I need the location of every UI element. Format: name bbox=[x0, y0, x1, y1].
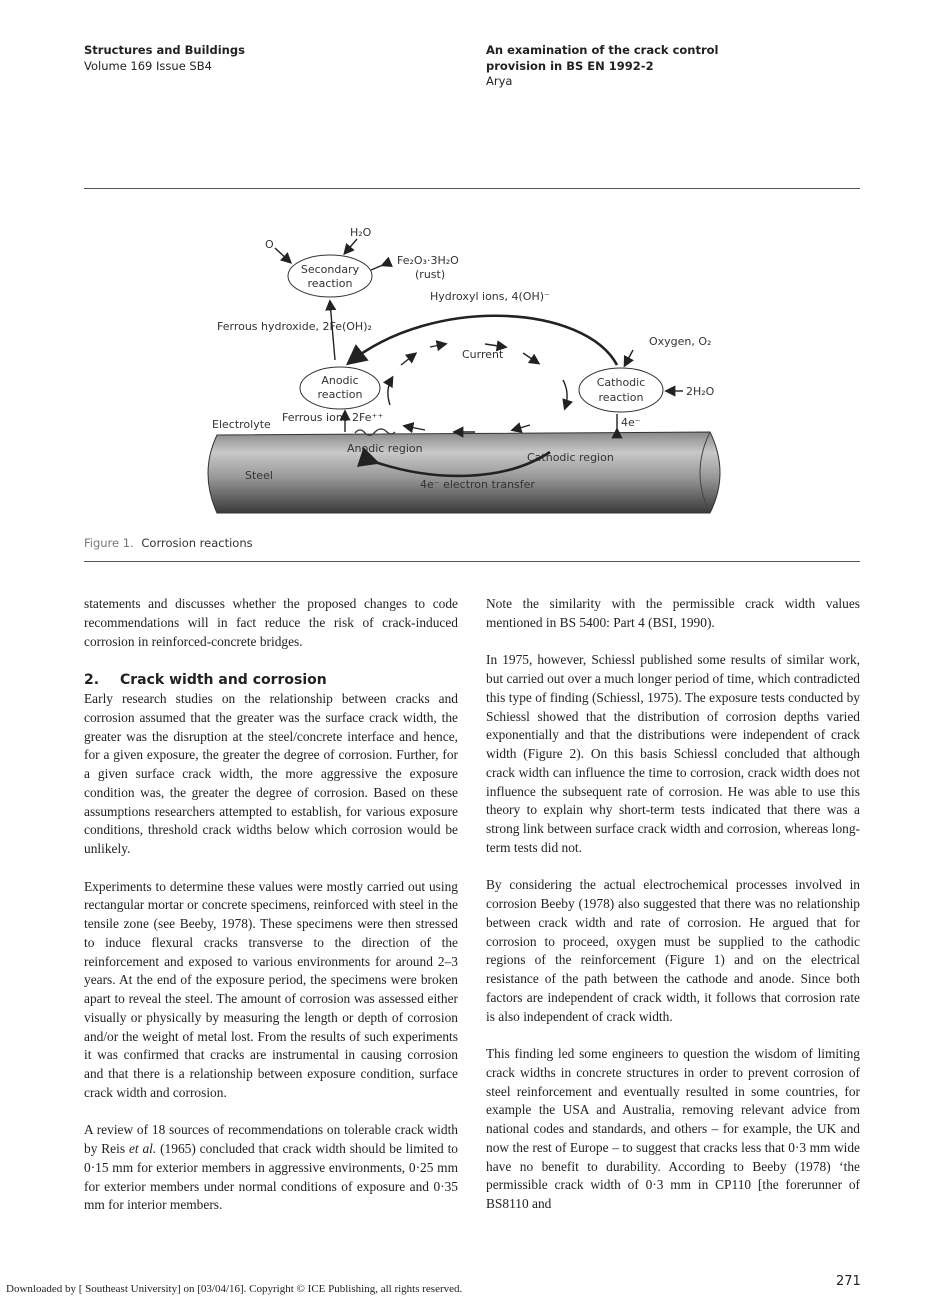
label-hydroxyl-ions: Hydroxyl ions, 4(OH)⁻ bbox=[430, 290, 550, 303]
journal-volume: Volume 169 Issue SB4 bbox=[84, 58, 212, 73]
paragraph bbox=[84, 1121, 458, 1215]
label-oxygen: Oxygen, O₂ bbox=[649, 335, 712, 348]
paragraph: Early research studies on the relationship between cracks and corrosion assumed that the greater was the surface crack width, the greater was the disruption at the steel/concrete interface and hence, for a given exposure, the greater the degree of corrosion. Further, for a given surface crack width, the more aggressive the exposure condition was, the greater the degree of corrosion. Based on these assumptions researchers attempted to establish, for various exposure conditions, threshold crack widths below which corrosion would be unlikely. bbox=[84, 691, 458, 856]
figure-corrosion-reactions bbox=[205, 220, 735, 520]
left-column bbox=[84, 595, 458, 1234]
article-title-line1: An examination of the crack control bbox=[486, 43, 719, 57]
paragraph: statements and discusses whether the proposed changes to code recommendations will in fact reduce the risk of crack-induced corrosion in reinforced-concrete bridges. bbox=[84, 596, 458, 649]
label-anodic-1: Anodic bbox=[321, 374, 359, 387]
article-title-line2: provision in BS EN 1992-2 bbox=[486, 58, 654, 73]
paragraph: Note the similarity with the permissible crack width values mentioned in BS 5400: Part 4 (BSI, 1990). bbox=[486, 596, 860, 630]
running-header-left bbox=[84, 43, 245, 74]
label-h2o: H₂O bbox=[350, 226, 372, 239]
label-rust: (rust) bbox=[415, 268, 446, 281]
paragraph: This finding led some engineers to question the wisdom of limiting crack widths in concrete structures in order to prevent corrosion of steel reinforcement and eventually resulted in some countries, for example the USA and Australia, removing relevant advice from national codes and standards, and others – for example, the UK and now the rest of Europe – to suggest that cracks less that 0·3 mm wide have no benefit to durability. According to Beeby (1978) ‘the permissible crack width of 0·3 mm in CP110 [the forerunner of BS8110 and bbox=[486, 1046, 860, 1211]
label-4e-cathode: 4e⁻ bbox=[621, 416, 641, 429]
label-o: O bbox=[265, 238, 274, 251]
figure-caption-text: Corrosion reactions bbox=[141, 536, 253, 550]
section-number: 2. bbox=[84, 672, 100, 688]
label-anodic-region: Anodic region bbox=[347, 442, 423, 455]
paragraph-text: (1965) concluded that crack width should be limited to 0·15 mm for exterior members in aggressive environments, 0·25 mm for exterior members under normal conditions of exposure and 0·35 mm for interior members. bbox=[84, 1141, 458, 1213]
figure-caption bbox=[84, 536, 253, 550]
section-heading bbox=[84, 670, 458, 690]
corrosion-diagram bbox=[205, 220, 735, 520]
label-electron-transfer: 4e⁻ electron transfer bbox=[420, 478, 535, 491]
label-ferrous-ions: Ferrous ions 2Fe⁺⁺ bbox=[282, 411, 384, 424]
label-secondary-2: reaction bbox=[307, 277, 353, 290]
label-rust-formula: Fe₂O₃·3H₂O bbox=[397, 254, 459, 267]
paragraph-italic: et al. bbox=[128, 1141, 157, 1156]
section-title: Crack width and corrosion bbox=[120, 672, 327, 688]
figure-rule bbox=[84, 561, 860, 562]
running-header-right bbox=[486, 43, 719, 90]
download-footer: Downloaded by [ Southeast University] on [03/04/16]. Copyright © ICE Publishing, all rights reserved. bbox=[6, 1283, 463, 1295]
label-cathodic-region: Cathodic region bbox=[527, 451, 614, 464]
article-author: Arya bbox=[486, 74, 513, 88]
paragraph: By considering the actual electrochemical processes involved in corrosion Beeby (1978) also suggested that there was no relationship between crack width and rate of corrosion. He argued that for corrosion to proceed, oxygen must be supplied to the cathodic regions of the reinforcement (Figure 1) and on the electrical resistance of the path between the cathode and anode. Since both factors are independent of crack width, it follows that corrosion rate is also independent of crack width. bbox=[486, 877, 860, 1024]
label-steel: Steel bbox=[245, 469, 273, 482]
label-anodic-2: reaction bbox=[317, 388, 363, 401]
right-column bbox=[486, 595, 860, 1233]
label-cathodic-2: reaction bbox=[598, 391, 644, 404]
label-secondary-1: Secondary bbox=[300, 263, 360, 276]
journal-name: Structures and Buildings bbox=[84, 43, 245, 57]
paragraph: Experiments to determine these values were mostly carried out using rectangular mortar or concrete specimens, reinforced with steel in the tensile zone (see Beeby, 1978). These specimens were then stressed to induce flexural cracks transverse to the direction of the reinforcement and exposed to various environments for around 2–3 years. At the end of the exposure period, the specimens were broken apart to reveal the steel. The amount of corrosion was assessed either visually or physically by measuring the length or depth of corrosion and/or the weight of metal lost. From the results of such experiments it was confirmed that cracks are instrumental in causing corrosion and that there is a relationship between exposure condition, surface crack width and corrosion. bbox=[84, 878, 458, 1100]
label-ferrous-hydroxide: Ferrous hydroxide, 2Fe(OH)₂ bbox=[217, 320, 372, 333]
header-rule bbox=[84, 188, 860, 189]
cathodic-reaction-ellipse bbox=[579, 368, 663, 412]
label-cathodic-1: Cathodic bbox=[596, 376, 646, 389]
label-2h2o: 2H₂O bbox=[686, 385, 715, 398]
label-electrolyte: Electrolyte bbox=[212, 418, 271, 431]
figure-caption-label: Figure 1. bbox=[84, 536, 134, 550]
steel-bar bbox=[208, 429, 720, 513]
label-current: Current bbox=[462, 348, 504, 361]
secondary-reaction-ellipse bbox=[288, 255, 372, 297]
paragraph-text: A review of 18 sources of recommendations on tolerable crack width by Reis bbox=[84, 1122, 458, 1156]
page-number: 271 bbox=[836, 1274, 861, 1289]
paragraph: In 1975, however, Schiessl published some results of similar work, but carried out over a much longer period of time, which contradicted this type of finding (Schiessl, 1975). The exposure tests conducted by Schiessl showed that the distribution of corrosion depths varied exponentially and that the distributions were independent of crack width (Figure 2). On this basis Schiessl concluded that although crack width can influence the time to corrosion, crack width does not influence the subsequent rate of corrosion. He was able to use this theory to explain why short-term tests indicated that there was a strong link between surface crack width and corrosion, whereas long-term tests did not. bbox=[486, 652, 860, 855]
